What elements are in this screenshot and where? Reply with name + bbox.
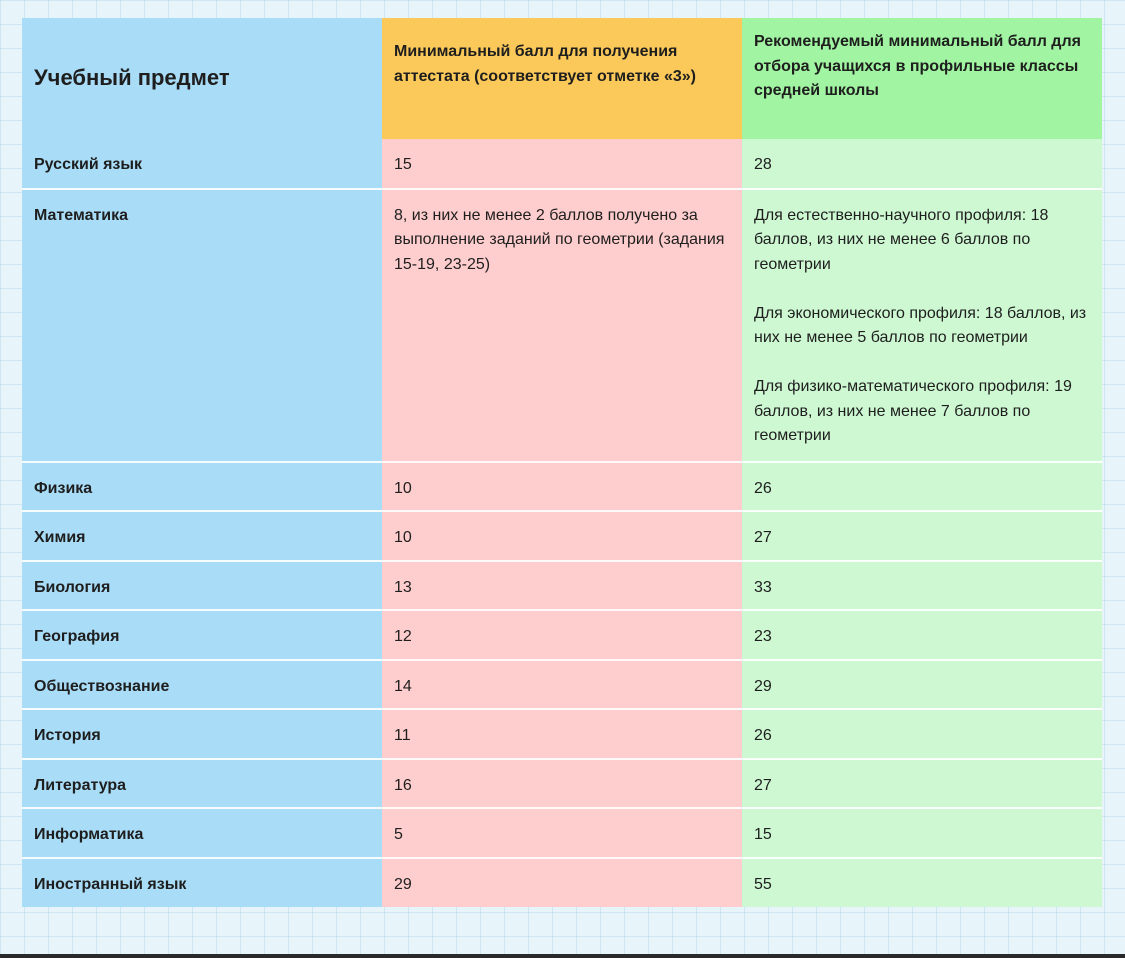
table-row <box>22 808 1102 858</box>
subject-cell: Русский язык <box>22 139 382 189</box>
recommended-score-cell <box>742 709 1102 759</box>
header-row <box>22 18 1102 139</box>
table-row <box>22 610 1102 660</box>
recommended-score-cell <box>742 139 1102 189</box>
min-score-cell: 10 <box>382 462 742 512</box>
recommended-score-cell <box>742 660 1102 710</box>
table-row <box>22 511 1102 561</box>
min-score-cell: 11 <box>382 709 742 759</box>
recommended-score-cell <box>742 858 1102 908</box>
table-row <box>22 660 1102 710</box>
table-row <box>22 139 1102 189</box>
min-score-cell: 29 <box>382 858 742 908</box>
score-table <box>22 18 1102 907</box>
min-score-cell: 5 <box>382 808 742 858</box>
min-score-cell: 12 <box>382 610 742 660</box>
subject-cell: Биология <box>22 561 382 611</box>
recommended-score-cell <box>742 561 1102 611</box>
recommended-score-text: 26 <box>754 479 772 497</box>
recommended-score-text: 29 <box>754 677 772 695</box>
min-score-cell: 16 <box>382 759 742 809</box>
bottom-border <box>0 954 1125 958</box>
recommended-score-text: 27 <box>754 776 772 794</box>
table-row <box>22 189 1102 462</box>
recommended-score-cell <box>742 808 1102 858</box>
recommended-score-text: 15 <box>754 826 772 843</box>
subject-cell: Математика <box>22 189 382 462</box>
subject-cell: Обществознание <box>22 660 382 710</box>
recommended-score-text: 55 <box>754 875 772 893</box>
recommended-score-text: Для физико-математического профиля: 19 баллов, из них не менее 7 баллов по геометрии <box>754 378 1072 444</box>
min-score-cell: 13 <box>382 561 742 611</box>
subject-cell: Иностранный язык <box>22 858 382 908</box>
subject-cell: История <box>22 709 382 759</box>
recommended-score-cell <box>742 610 1102 660</box>
subject-cell: Информатика <box>22 808 382 858</box>
min-score-cell: 15 <box>382 139 742 189</box>
recommended-score-cell <box>742 462 1102 512</box>
recommended-score-text: 23 <box>754 628 772 645</box>
table-row <box>22 709 1102 759</box>
recommended-score-text: Для экономического профиля: 18 баллов, из них не менее 5 баллов по геометрии <box>754 304 1087 346</box>
subject-cell: География <box>22 610 382 660</box>
recommended-score-cell <box>742 189 1102 462</box>
header-recommended-score: Рекомендуемый минимальный балл для отбора учащихся в профильные классы средней школы <box>742 18 1102 139</box>
recommended-score-cell <box>742 511 1102 561</box>
table-row <box>22 858 1102 908</box>
recommended-score-cell <box>742 759 1102 809</box>
recommended-score-text: 28 <box>754 156 772 173</box>
header-subject: Учебный предмет <box>22 18 382 139</box>
subject-cell: Химия <box>22 511 382 561</box>
recommended-score-text: 27 <box>754 529 772 546</box>
subject-cell: Физика <box>22 462 382 512</box>
table-row <box>22 561 1102 611</box>
min-score-cell: 10 <box>382 511 742 561</box>
header-min-score: Минимальный балл для получения аттестата (соответствует отметке «3») <box>382 18 742 139</box>
subject-cell: Литература <box>22 759 382 809</box>
min-score-cell: 8, из них не менее 2 баллов получено за выполнение заданий по геометрии (задания 15-19, 23-25) <box>382 189 742 462</box>
table-row <box>22 759 1102 809</box>
table-body <box>22 139 1102 907</box>
recommended-score-text: 33 <box>754 578 772 596</box>
min-score-cell: 14 <box>382 660 742 710</box>
recommended-score-text: 26 <box>754 727 772 744</box>
table-row <box>22 462 1102 512</box>
recommended-score-text: Для естественно-научного профиля: 18 баллов, из них не менее 6 баллов по геометрии <box>754 206 1049 273</box>
